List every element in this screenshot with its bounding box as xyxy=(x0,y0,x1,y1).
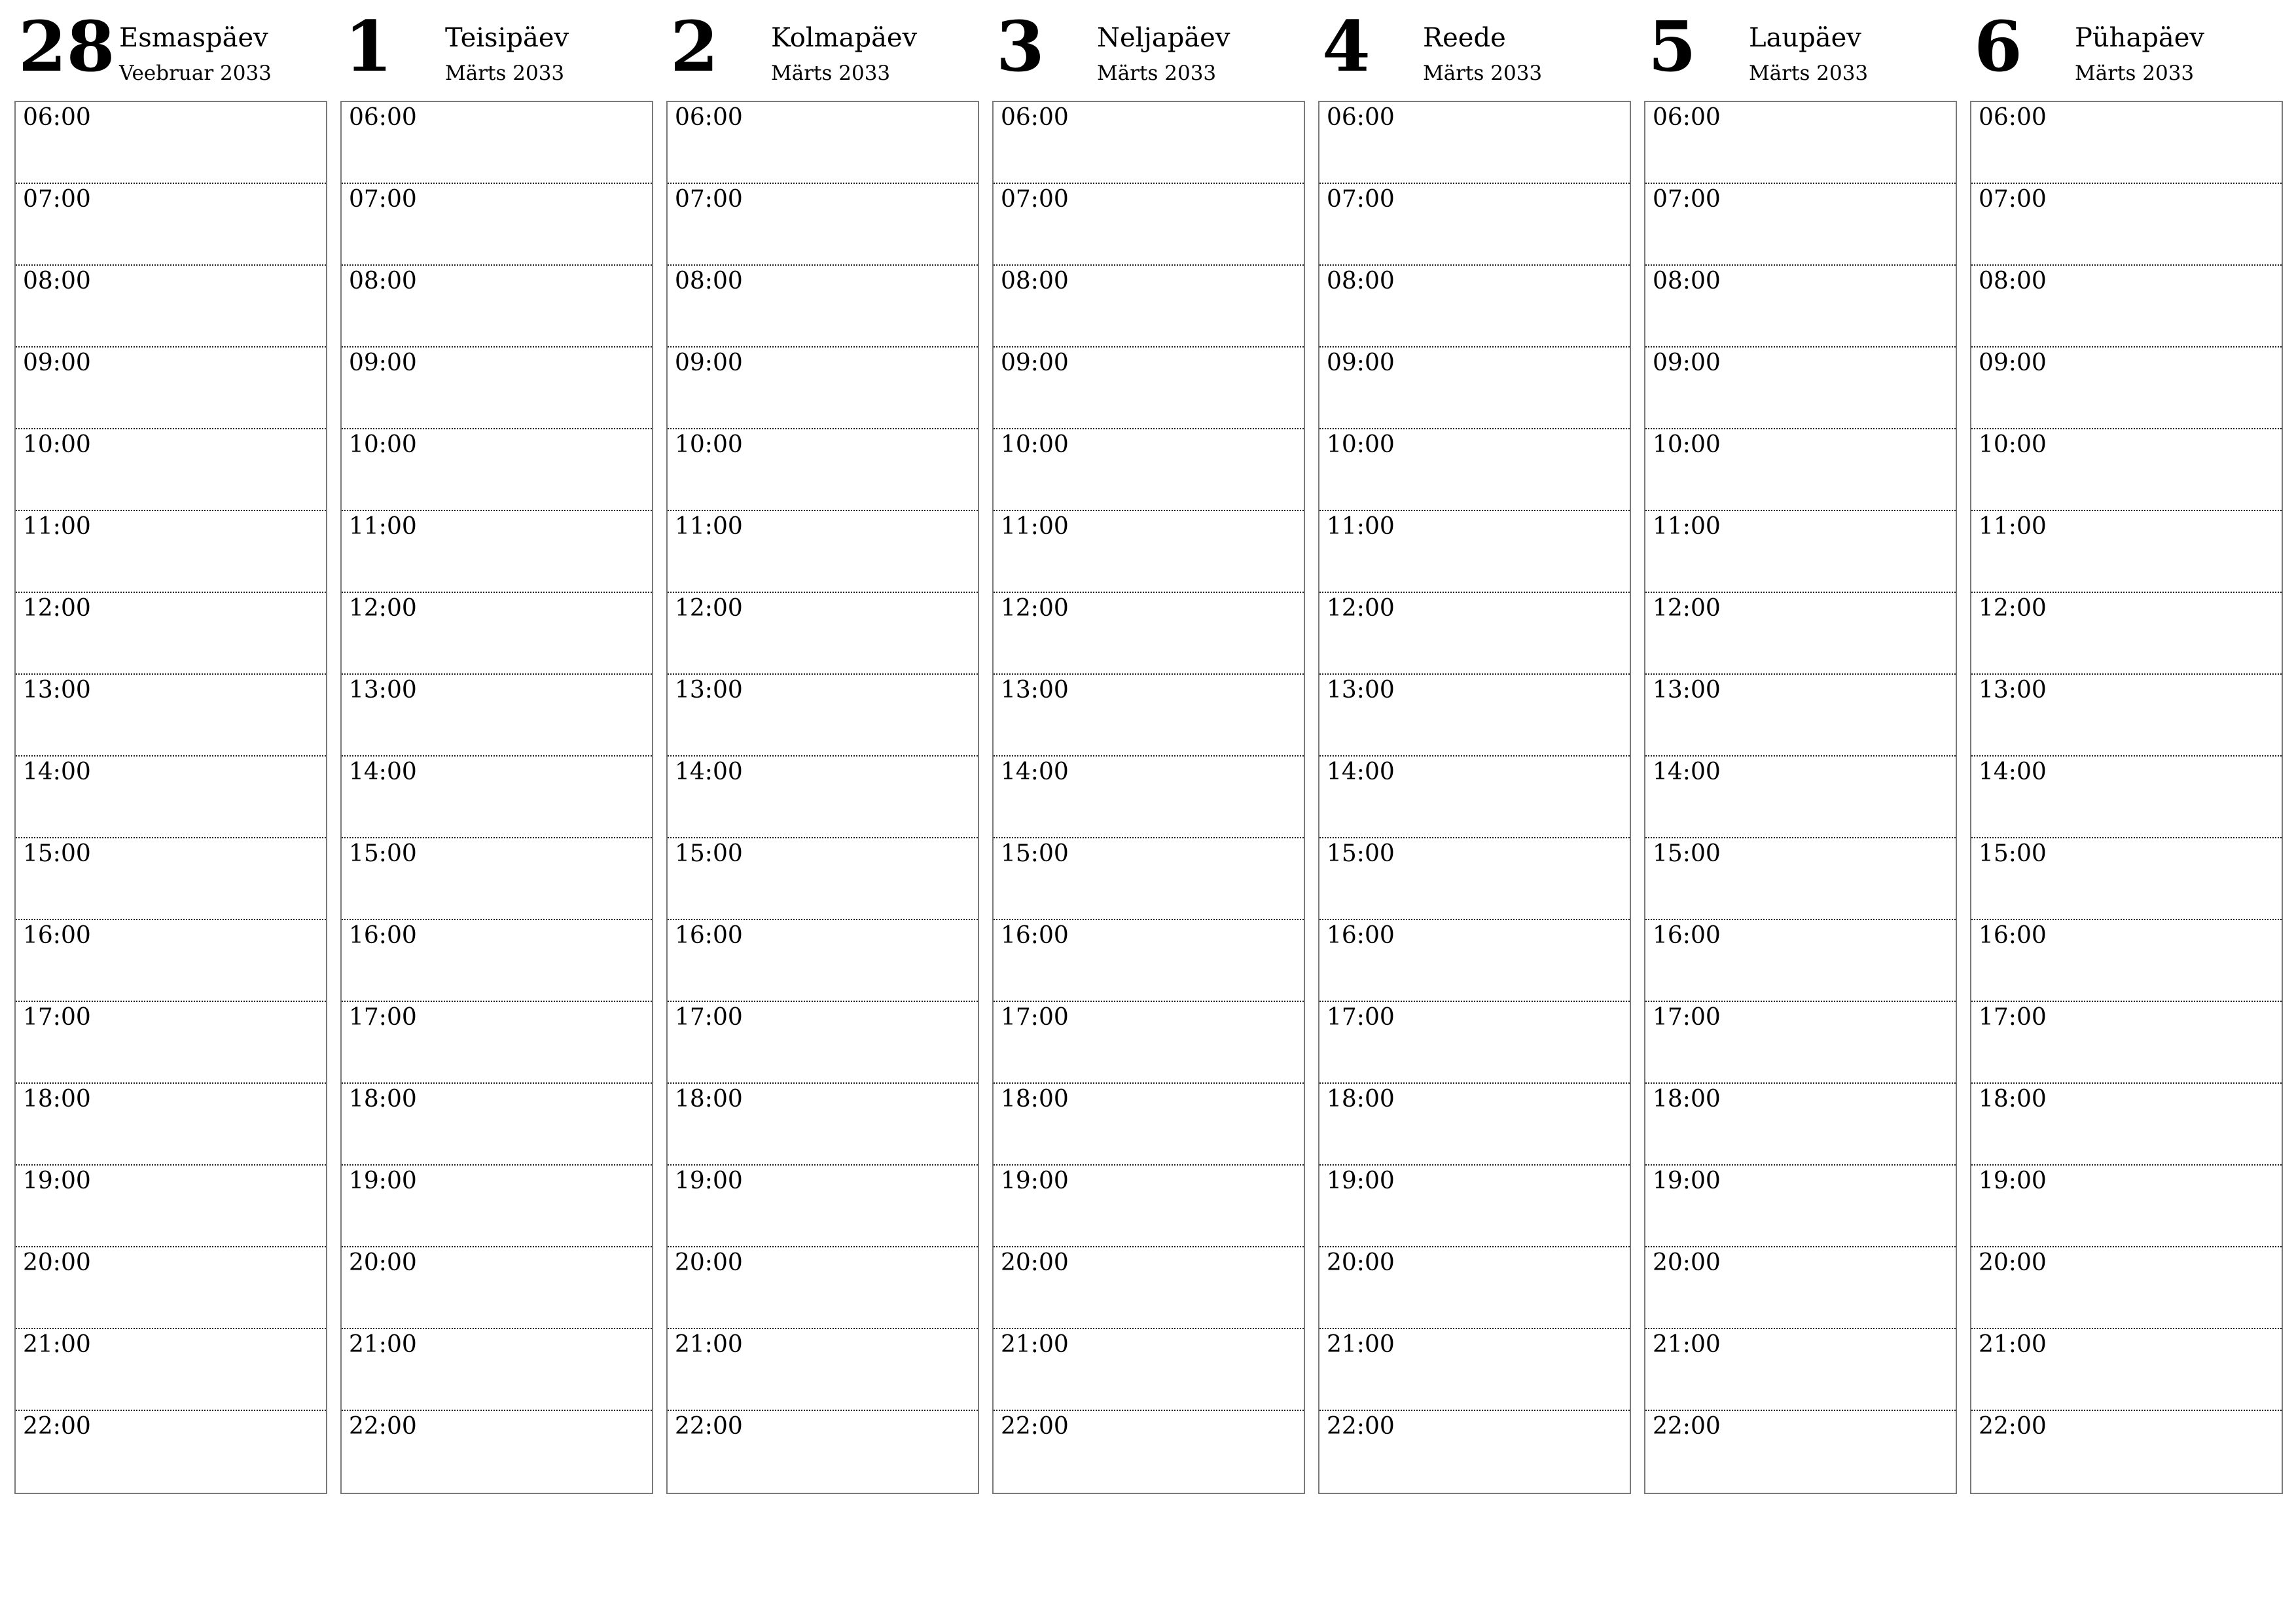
time-slot[interactable] xyxy=(1645,838,1956,920)
time-label: 10:00 xyxy=(1001,431,1069,458)
time-slot[interactable] xyxy=(342,1329,652,1411)
time-label: 20:00 xyxy=(1327,1249,1395,1276)
time-slot[interactable] xyxy=(994,1166,1304,1247)
time-slot[interactable] xyxy=(1645,102,1956,184)
time-slot[interactable] xyxy=(342,757,652,838)
time-label: 20:00 xyxy=(1001,1249,1069,1276)
time-label: 19:00 xyxy=(23,1168,91,1194)
time-slot[interactable] xyxy=(1645,266,1956,348)
time-slot[interactable] xyxy=(16,429,326,511)
time-slot[interactable] xyxy=(1319,838,1630,920)
day-name: Reede xyxy=(1423,23,1506,53)
time-slot[interactable] xyxy=(1971,838,2282,920)
time-label: 06:00 xyxy=(1979,104,2047,131)
time-label: 12:00 xyxy=(1653,595,1721,622)
time-label: 22:00 xyxy=(23,1413,91,1440)
day-header xyxy=(1644,0,1957,98)
time-slot[interactable] xyxy=(668,348,978,429)
time-slot[interactable] xyxy=(1319,1166,1630,1247)
time-slot[interactable] xyxy=(668,1411,978,1493)
time-slot[interactable] xyxy=(994,757,1304,838)
day-schedule-box xyxy=(992,101,1305,1494)
time-slot[interactable] xyxy=(668,1329,978,1411)
time-slot[interactable] xyxy=(994,266,1304,348)
time-label: 07:00 xyxy=(675,186,743,213)
time-label: 09:00 xyxy=(1653,349,1721,376)
day-schedule-box xyxy=(14,101,327,1494)
time-slot[interactable] xyxy=(994,184,1304,266)
time-slot[interactable] xyxy=(1971,348,2282,429)
time-label: 14:00 xyxy=(1979,758,2047,785)
time-slot[interactable] xyxy=(1645,511,1956,593)
time-label: 13:00 xyxy=(1653,677,1721,704)
time-label: 17:00 xyxy=(675,1004,743,1031)
time-slot[interactable] xyxy=(1645,675,1956,757)
time-slot[interactable] xyxy=(16,1411,326,1493)
day-header xyxy=(340,0,653,98)
time-slot[interactable] xyxy=(342,920,652,1002)
time-slot[interactable] xyxy=(1971,1166,2282,1247)
time-slot[interactable] xyxy=(16,1002,326,1084)
time-slot[interactable] xyxy=(342,511,652,593)
time-label: 15:00 xyxy=(1979,840,2047,867)
time-label: 08:00 xyxy=(675,268,743,294)
day-column xyxy=(14,0,327,1499)
time-label: 22:00 xyxy=(1979,1413,2047,1440)
time-label: 06:00 xyxy=(1653,104,1721,131)
day-month: Märts 2033 xyxy=(445,62,565,85)
time-label: 09:00 xyxy=(349,349,417,376)
time-slot[interactable] xyxy=(668,1084,978,1166)
time-label: 18:00 xyxy=(1001,1086,1069,1113)
time-label: 20:00 xyxy=(1653,1249,1721,1276)
time-label: 13:00 xyxy=(1979,677,2047,704)
time-slot[interactable] xyxy=(994,1411,1304,1493)
time-label: 09:00 xyxy=(675,349,743,376)
time-label: 07:00 xyxy=(1979,186,2047,213)
time-slot[interactable] xyxy=(1645,429,1956,511)
time-slot[interactable] xyxy=(994,1247,1304,1329)
time-slot[interactable] xyxy=(1319,511,1630,593)
time-slot[interactable] xyxy=(668,593,978,675)
time-label: 15:00 xyxy=(23,840,91,867)
time-label: 12:00 xyxy=(1001,595,1069,622)
time-label: 12:00 xyxy=(675,595,743,622)
time-slot[interactable] xyxy=(1971,1411,2282,1493)
time-slot[interactable] xyxy=(342,184,652,266)
time-label: 07:00 xyxy=(349,186,417,213)
day-header xyxy=(666,0,979,98)
time-slot[interactable] xyxy=(342,675,652,757)
day-header xyxy=(992,0,1305,98)
time-slot[interactable] xyxy=(668,184,978,266)
time-label: 14:00 xyxy=(1327,758,1395,785)
day-schedule-box xyxy=(340,101,653,1494)
time-label: 08:00 xyxy=(23,268,91,294)
time-slot[interactable] xyxy=(668,1166,978,1247)
day-header xyxy=(1318,0,1631,98)
time-label: 17:00 xyxy=(349,1004,417,1031)
time-slot[interactable] xyxy=(16,593,326,675)
time-slot[interactable] xyxy=(668,675,978,757)
time-label: 21:00 xyxy=(349,1331,417,1358)
time-label: 07:00 xyxy=(23,186,91,213)
time-label: 11:00 xyxy=(675,513,743,540)
time-slot[interactable] xyxy=(994,429,1304,511)
time-label: 08:00 xyxy=(349,268,417,294)
time-slot[interactable] xyxy=(994,1002,1304,1084)
time-slot[interactable] xyxy=(342,1002,652,1084)
time-slot[interactable] xyxy=(1971,266,2282,348)
time-label: 20:00 xyxy=(1979,1249,2047,1276)
time-label: 17:00 xyxy=(1653,1004,1721,1031)
time-slot[interactable] xyxy=(1645,1002,1956,1084)
time-slot[interactable] xyxy=(16,1084,326,1166)
time-slot[interactable] xyxy=(342,838,652,920)
time-label: 16:00 xyxy=(1327,922,1395,949)
time-label: 19:00 xyxy=(1001,1168,1069,1194)
time-slot[interactable] xyxy=(1319,184,1630,266)
time-slot[interactable] xyxy=(16,102,326,184)
time-label: 22:00 xyxy=(349,1413,417,1440)
time-slot[interactable] xyxy=(1319,593,1630,675)
time-label: 06:00 xyxy=(23,104,91,131)
time-label: 16:00 xyxy=(675,922,743,949)
time-slot[interactable] xyxy=(16,511,326,593)
day-month: Märts 2033 xyxy=(1749,62,1869,85)
day-number: 2 xyxy=(670,5,719,87)
day-month: Märts 2033 xyxy=(2075,62,2195,85)
time-label: 16:00 xyxy=(1001,922,1069,949)
time-label: 15:00 xyxy=(349,840,417,867)
time-slot[interactable] xyxy=(1971,1084,2282,1166)
time-slot[interactable] xyxy=(1971,1002,2282,1084)
day-schedule-box xyxy=(1318,101,1631,1494)
day-month: Veebruar 2033 xyxy=(119,62,272,85)
time-label: 10:00 xyxy=(349,431,417,458)
time-label: 19:00 xyxy=(349,1168,417,1194)
time-label: 17:00 xyxy=(1327,1004,1395,1031)
time-slot[interactable] xyxy=(1971,511,2282,593)
day-number: 4 xyxy=(1322,5,1371,87)
time-label: 13:00 xyxy=(349,677,417,704)
day-name: Neljapäev xyxy=(1097,23,1230,53)
time-slot[interactable] xyxy=(1645,1247,1956,1329)
time-label: 14:00 xyxy=(1653,758,1721,785)
time-label: 15:00 xyxy=(675,840,743,867)
time-label: 13:00 xyxy=(675,677,743,704)
time-slot[interactable] xyxy=(16,266,326,348)
time-slot[interactable] xyxy=(1319,1084,1630,1166)
time-slot[interactable] xyxy=(1645,184,1956,266)
time-label: 10:00 xyxy=(1327,431,1395,458)
time-slot[interactable] xyxy=(668,757,978,838)
time-slot[interactable] xyxy=(1645,1084,1956,1166)
time-label: 21:00 xyxy=(1653,1331,1721,1358)
time-label: 15:00 xyxy=(1001,840,1069,867)
time-slot[interactable] xyxy=(16,1166,326,1247)
time-slot[interactable] xyxy=(16,675,326,757)
time-slot[interactable] xyxy=(668,266,978,348)
time-slot[interactable] xyxy=(1645,1166,1956,1247)
time-label: 06:00 xyxy=(349,104,417,131)
time-label: 21:00 xyxy=(23,1331,91,1358)
time-slot[interactable] xyxy=(668,511,978,593)
time-slot[interactable] xyxy=(1971,920,2282,1002)
time-label: 09:00 xyxy=(1327,349,1395,376)
time-slot[interactable] xyxy=(994,1084,1304,1166)
day-name: Esmaspäev xyxy=(119,23,268,53)
time-label: 19:00 xyxy=(1653,1168,1721,1194)
time-label: 18:00 xyxy=(349,1086,417,1113)
time-slot[interactable] xyxy=(1319,757,1630,838)
day-column xyxy=(1318,0,1631,1499)
time-slot[interactable] xyxy=(342,1247,652,1329)
time-label: 17:00 xyxy=(1979,1004,2047,1031)
day-name: Kolmapäev xyxy=(771,23,918,53)
time-slot[interactable] xyxy=(16,1247,326,1329)
time-label: 16:00 xyxy=(349,922,417,949)
time-slot[interactable] xyxy=(342,593,652,675)
day-number: 1 xyxy=(344,5,393,87)
day-name: Laupäev xyxy=(1749,23,1861,53)
time-label: 11:00 xyxy=(349,513,417,540)
time-slot[interactable] xyxy=(1319,1002,1630,1084)
time-label: 11:00 xyxy=(23,513,91,540)
time-slot[interactable] xyxy=(1645,757,1956,838)
time-label: 07:00 xyxy=(1653,186,1721,213)
day-column xyxy=(340,0,653,1499)
time-label: 12:00 xyxy=(23,595,91,622)
time-label: 18:00 xyxy=(23,1086,91,1113)
time-label: 13:00 xyxy=(1327,677,1395,704)
time-label: 11:00 xyxy=(1001,513,1069,540)
day-column xyxy=(1644,0,1957,1499)
day-name: Teisipäev xyxy=(445,23,569,53)
time-slot[interactable] xyxy=(1971,675,2282,757)
time-slot[interactable] xyxy=(342,1084,652,1166)
day-header xyxy=(1970,0,2283,98)
time-slot[interactable] xyxy=(668,920,978,1002)
time-slot[interactable] xyxy=(1971,102,2282,184)
time-label: 17:00 xyxy=(23,1004,91,1031)
time-slot[interactable] xyxy=(1319,675,1630,757)
day-name: Pühapäev xyxy=(2075,23,2205,53)
time-slot[interactable] xyxy=(1645,593,1956,675)
time-label: 18:00 xyxy=(675,1086,743,1113)
time-label: 14:00 xyxy=(675,758,743,785)
time-slot[interactable] xyxy=(994,102,1304,184)
time-slot[interactable] xyxy=(342,102,652,184)
time-label: 18:00 xyxy=(1327,1086,1395,1113)
time-label: 16:00 xyxy=(1979,922,2047,949)
time-slot[interactable] xyxy=(1645,1329,1956,1411)
time-label: 07:00 xyxy=(1327,186,1395,213)
time-label: 10:00 xyxy=(1653,431,1721,458)
time-label: 07:00 xyxy=(1001,186,1069,213)
time-label: 14:00 xyxy=(1001,758,1069,785)
time-label: 09:00 xyxy=(1979,349,2047,376)
time-slot[interactable] xyxy=(16,184,326,266)
time-label: 22:00 xyxy=(1653,1413,1721,1440)
time-label: 18:00 xyxy=(1979,1086,2047,1113)
time-slot[interactable] xyxy=(1971,1247,2282,1329)
time-slot[interactable] xyxy=(994,838,1304,920)
time-slot[interactable] xyxy=(994,675,1304,757)
time-slot[interactable] xyxy=(342,1166,652,1247)
time-slot[interactable] xyxy=(1319,920,1630,1002)
time-label: 21:00 xyxy=(1001,1331,1069,1358)
time-slot[interactable] xyxy=(1319,266,1630,348)
time-label: 11:00 xyxy=(1979,513,2047,540)
time-label: 10:00 xyxy=(1979,431,2047,458)
time-label: 14:00 xyxy=(349,758,417,785)
time-label: 12:00 xyxy=(1979,595,2047,622)
time-label: 21:00 xyxy=(675,1331,743,1358)
day-number: 3 xyxy=(996,5,1045,87)
day-month: Märts 2033 xyxy=(1097,62,1217,85)
day-number: 28 xyxy=(18,5,115,87)
day-month: Märts 2033 xyxy=(1423,62,1543,85)
time-slot[interactable] xyxy=(1319,1329,1630,1411)
time-label: 22:00 xyxy=(1327,1413,1395,1440)
time-slot[interactable] xyxy=(1645,348,1956,429)
time-slot[interactable] xyxy=(1319,348,1630,429)
time-slot[interactable] xyxy=(668,838,978,920)
time-slot[interactable] xyxy=(1971,429,2282,511)
time-slot[interactable] xyxy=(16,838,326,920)
time-label: 22:00 xyxy=(1001,1413,1069,1440)
time-label: 22:00 xyxy=(675,1413,743,1440)
time-label: 20:00 xyxy=(675,1249,743,1276)
time-slot[interactable] xyxy=(994,593,1304,675)
time-label: 09:00 xyxy=(23,349,91,376)
time-label: 13:00 xyxy=(23,677,91,704)
time-slot[interactable] xyxy=(1645,1411,1956,1493)
time-label: 11:00 xyxy=(1327,513,1395,540)
time-slot[interactable] xyxy=(994,920,1304,1002)
time-label: 09:00 xyxy=(1001,349,1069,376)
day-number: 5 xyxy=(1648,5,1696,87)
time-label: 08:00 xyxy=(1001,268,1069,294)
time-slot[interactable] xyxy=(1319,429,1630,511)
time-label: 14:00 xyxy=(23,758,91,785)
day-schedule-box xyxy=(1970,101,2283,1494)
time-slot[interactable] xyxy=(342,429,652,511)
time-label: 06:00 xyxy=(1327,104,1395,131)
time-slot[interactable] xyxy=(668,1002,978,1084)
day-header xyxy=(14,0,327,98)
time-slot[interactable] xyxy=(1971,184,2282,266)
time-slot[interactable] xyxy=(994,511,1304,593)
time-slot[interactable] xyxy=(342,266,652,348)
time-slot[interactable] xyxy=(16,1329,326,1411)
time-slot[interactable] xyxy=(668,1247,978,1329)
time-label: 10:00 xyxy=(675,431,743,458)
time-label: 08:00 xyxy=(1653,268,1721,294)
time-label: 12:00 xyxy=(1327,595,1395,622)
time-label: 11:00 xyxy=(1653,513,1721,540)
time-label: 18:00 xyxy=(1653,1086,1721,1113)
time-slot[interactable] xyxy=(1971,593,2282,675)
time-label: 19:00 xyxy=(1327,1168,1395,1194)
time-slot[interactable] xyxy=(1971,757,2282,838)
time-slot[interactable] xyxy=(16,348,326,429)
day-column xyxy=(1970,0,2283,1499)
time-label: 12:00 xyxy=(349,595,417,622)
time-slot[interactable] xyxy=(1319,102,1630,184)
time-slot[interactable] xyxy=(1319,1411,1630,1493)
time-label: 16:00 xyxy=(23,922,91,949)
time-slot[interactable] xyxy=(668,429,978,511)
day-number: 6 xyxy=(1974,5,2022,87)
time-label: 10:00 xyxy=(23,431,91,458)
time-slot[interactable] xyxy=(16,920,326,1002)
time-label: 15:00 xyxy=(1653,840,1721,867)
time-label: 20:00 xyxy=(23,1249,91,1276)
time-slot[interactable] xyxy=(1319,1247,1630,1329)
time-label: 20:00 xyxy=(349,1249,417,1276)
time-label: 17:00 xyxy=(1001,1004,1069,1031)
time-slot[interactable] xyxy=(1645,920,1956,1002)
time-label: 19:00 xyxy=(675,1168,743,1194)
time-label: 21:00 xyxy=(1327,1331,1395,1358)
day-schedule-box xyxy=(666,101,979,1494)
time-label: 16:00 xyxy=(1653,922,1721,949)
day-column xyxy=(992,0,1305,1499)
time-label: 06:00 xyxy=(675,104,743,131)
time-label: 08:00 xyxy=(1979,268,2047,294)
time-slot[interactable] xyxy=(994,348,1304,429)
time-slot[interactable] xyxy=(994,1329,1304,1411)
time-slot[interactable] xyxy=(668,102,978,184)
time-slot[interactable] xyxy=(342,1411,652,1493)
time-label: 13:00 xyxy=(1001,677,1069,704)
day-schedule-box xyxy=(1644,101,1957,1494)
time-label: 06:00 xyxy=(1001,104,1069,131)
time-label: 21:00 xyxy=(1979,1331,2047,1358)
time-slot[interactable] xyxy=(16,757,326,838)
time-label: 08:00 xyxy=(1327,268,1395,294)
time-slot[interactable] xyxy=(1971,1329,2282,1411)
time-slot[interactable] xyxy=(342,348,652,429)
day-month: Märts 2033 xyxy=(771,62,891,85)
day-column xyxy=(666,0,979,1499)
time-label: 15:00 xyxy=(1327,840,1395,867)
time-label: 19:00 xyxy=(1979,1168,2047,1194)
